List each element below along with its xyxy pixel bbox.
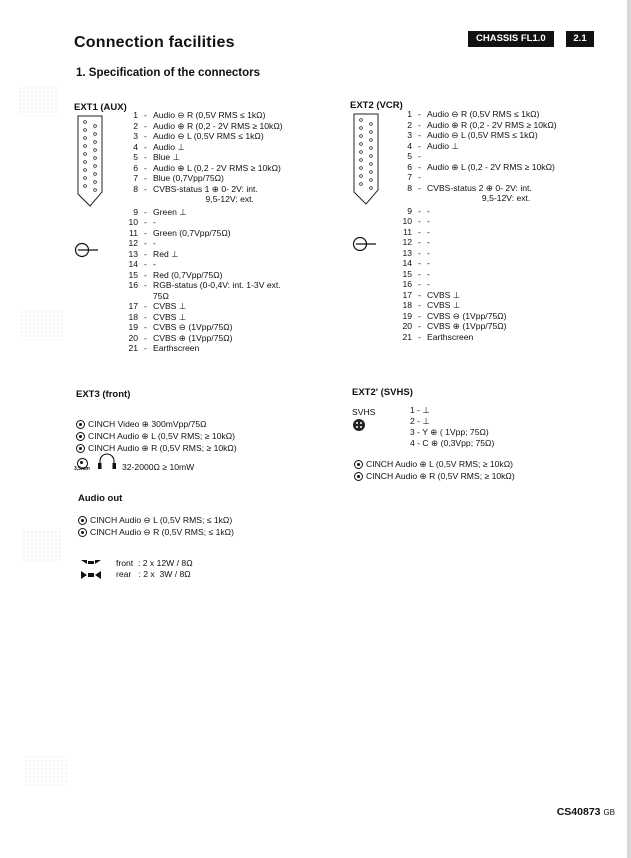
pin-separator: - bbox=[144, 311, 147, 322]
pin-separator: - bbox=[418, 216, 421, 226]
headphone-spec: 32-2000Ω ≥ 10mW bbox=[122, 462, 195, 472]
pin-description: CVBS ⊥ bbox=[153, 311, 187, 322]
pin-row bbox=[122, 142, 283, 153]
scan-noise bbox=[18, 86, 58, 116]
pin-description: - bbox=[427, 205, 430, 216]
pin-separator: - bbox=[418, 321, 421, 331]
pin-row bbox=[396, 332, 557, 343]
pin-description: CVBS ⊥ bbox=[427, 300, 461, 310]
pin-row bbox=[122, 333, 283, 344]
pin-separator: - bbox=[418, 300, 421, 310]
scart-input-symbol-icon bbox=[74, 242, 100, 258]
pin-number: 17 bbox=[402, 289, 412, 300]
pin-separator: - bbox=[418, 268, 421, 279]
pin-row bbox=[396, 130, 557, 141]
pin-description: Earthscreen bbox=[427, 331, 474, 342]
pin-row bbox=[396, 258, 557, 269]
pin-row bbox=[122, 270, 283, 281]
pin-row bbox=[122, 249, 283, 260]
pin-row bbox=[396, 183, 557, 204]
audio-out-lines bbox=[78, 514, 234, 538]
pin-description: Audio ⊕ R (0,2 - 2V RMS ≥ 10kΩ) bbox=[427, 119, 557, 130]
pin-row bbox=[122, 184, 283, 205]
pin-number: 20 bbox=[402, 321, 412, 331]
scart-connector-icon bbox=[76, 114, 104, 208]
pin-description: - bbox=[427, 268, 430, 279]
svhs-cinch-line: CINCH Audio ⊕ L (0,5V RMS; ≥ 10kΩ) bbox=[354, 458, 515, 470]
scan-noise bbox=[22, 530, 62, 562]
pin-description: CVBS ⊕ (1Vpp/75Ω) bbox=[153, 332, 233, 343]
headphone-size-label: 3,5mm bbox=[74, 466, 90, 472]
pin-number: 21 bbox=[402, 331, 412, 342]
pin-row bbox=[122, 343, 283, 354]
ext3-lines bbox=[76, 418, 237, 454]
pin-row bbox=[396, 151, 557, 162]
pin-description: Green (0,7Vpp/75Ω) bbox=[153, 227, 231, 238]
pin-separator: - bbox=[144, 110, 147, 120]
pin-row bbox=[396, 269, 557, 280]
pin-row bbox=[396, 237, 557, 248]
pin-number: 21 bbox=[128, 343, 138, 353]
pin-separator: - bbox=[144, 217, 147, 227]
svhs-cinch-lines bbox=[354, 458, 515, 482]
ext3-line: CINCH Video ⊕ 300mVpp/75Ω bbox=[76, 418, 237, 430]
pin-description: Audio ⊕ R (0,2 - 2V RMS ≥ 10kΩ) bbox=[153, 120, 283, 131]
document-code: CS40873 GB bbox=[556, 806, 615, 818]
svhs-cinch-line: CINCH Audio ⊕ R (0,5V RMS; ≥ 10kΩ) bbox=[354, 470, 515, 482]
scan-noise bbox=[24, 755, 68, 785]
pin-number: 8 bbox=[407, 182, 412, 193]
pin-number: 16 bbox=[402, 279, 412, 289]
pin-description: CVBS-status 2 ⊕ 0- 2V: int. 9,5-12V: ext. bbox=[427, 182, 532, 203]
chassis-label: CHASSIS FL1.0 bbox=[468, 31, 554, 47]
pin-row bbox=[396, 141, 557, 152]
pin-number: 7 bbox=[133, 173, 138, 183]
pin-number: 5 bbox=[133, 152, 138, 162]
svhs-pin: 1 - ⊥ bbox=[410, 405, 430, 415]
audio-out-line: CINCH Audio ⊖ L (0,5V RMS; ≤ 1kΩ) bbox=[78, 514, 234, 526]
ext2svhs-heading: EXT2' (SVHS) bbox=[352, 387, 413, 398]
pin-number: 9 bbox=[407, 205, 412, 216]
pin-row bbox=[122, 322, 283, 333]
pin-separator: - bbox=[144, 206, 147, 217]
pin-number: 14 bbox=[128, 259, 138, 269]
pin-row bbox=[396, 311, 557, 322]
cinch-socket-icon bbox=[76, 420, 85, 429]
pin-number: 1 bbox=[407, 109, 412, 119]
pin-number: 11 bbox=[129, 227, 138, 238]
pin-number: 17 bbox=[128, 301, 138, 311]
pin-number: 4 bbox=[407, 140, 412, 151]
pin-description: - bbox=[427, 258, 430, 268]
pin-row bbox=[122, 280, 283, 301]
svhs-pin: 4 - C ⊕ (0,3Vpp; 75Ω) bbox=[410, 438, 495, 448]
pin-number: 19 bbox=[128, 322, 138, 332]
pin-description: CVBS ⊥ bbox=[427, 289, 461, 300]
pin-row bbox=[122, 238, 283, 249]
pin-row bbox=[396, 290, 557, 301]
pin-description: CVBS ⊕ (1Vpp/75Ω) bbox=[427, 321, 507, 331]
pin-separator: - bbox=[418, 258, 421, 268]
pin-separator: - bbox=[144, 322, 147, 332]
pin-description: - bbox=[153, 259, 156, 269]
ext3-heading: EXT3 (front) bbox=[76, 389, 131, 400]
speaker-specs bbox=[116, 558, 193, 580]
pin-row bbox=[122, 131, 283, 142]
pin-description: - bbox=[153, 217, 156, 227]
pin-number: 8 bbox=[133, 183, 138, 194]
pin-separator: - bbox=[144, 280, 147, 290]
section-subtitle: 1. Specification of the connectors bbox=[76, 67, 261, 79]
pin-number: 13 bbox=[402, 247, 412, 258]
pin-separator: - bbox=[418, 109, 421, 119]
pin-number: 12 bbox=[402, 237, 412, 247]
ext2-heading: EXT2 (VCR) bbox=[350, 100, 403, 111]
pin-separator: - bbox=[418, 226, 421, 237]
pin-separator: - bbox=[418, 130, 421, 140]
ext3-line: CINCH Audio ⊕ L (0,5V RMS; ≥ 10kΩ) bbox=[76, 430, 237, 442]
pin-row bbox=[396, 279, 557, 290]
pin-separator: - bbox=[144, 332, 147, 343]
ext2-pin-list bbox=[396, 109, 557, 342]
pin-description: - bbox=[427, 247, 430, 258]
pin-row bbox=[396, 109, 557, 120]
pin-description: Audio ⊖ R (0,5V RMS ≤ 1kΩ) bbox=[427, 109, 540, 119]
pin-separator: - bbox=[418, 310, 421, 321]
svhs-pin-list bbox=[410, 405, 494, 449]
pin-row bbox=[396, 321, 557, 332]
pin-number: 10 bbox=[402, 216, 412, 226]
pin-separator: - bbox=[144, 227, 147, 238]
pin-description: Audio ⊕ L (0,2 - 2V RMS ≥ 10kΩ) bbox=[427, 161, 555, 172]
pin-row bbox=[122, 228, 283, 239]
pin-separator: - bbox=[144, 183, 147, 194]
pin-number: 13 bbox=[128, 248, 138, 259]
pin-description: Audio ⊕ L (0,2 - 2V RMS ≥ 10kΩ) bbox=[153, 162, 281, 173]
cinch-socket-icon bbox=[354, 460, 363, 469]
pin-separator: - bbox=[144, 120, 147, 131]
rear-speaker-spec: rear : 2 x 3W / 8Ω bbox=[116, 569, 191, 579]
pin-separator: - bbox=[418, 205, 421, 216]
pin-separator: - bbox=[418, 161, 421, 172]
pin-separator: - bbox=[144, 301, 147, 311]
pin-description: Audio ⊖ L (0,5V RMS ≤ 1kΩ) bbox=[427, 130, 538, 140]
pin-separator: - bbox=[144, 269, 147, 280]
svhs-connector-label: SVHS bbox=[352, 407, 376, 417]
pin-separator: - bbox=[418, 331, 421, 342]
cinch-socket-icon bbox=[78, 528, 87, 537]
pin-number: 2 bbox=[133, 120, 138, 131]
pin-number: 9 bbox=[133, 206, 138, 217]
pin-description: - bbox=[153, 238, 156, 248]
scart-connector-icon bbox=[352, 112, 380, 206]
pin-number: 10 bbox=[128, 217, 138, 227]
pin-row bbox=[396, 227, 557, 238]
pin-description: Blue ⊥ bbox=[153, 152, 181, 162]
pin-separator: - bbox=[418, 119, 421, 130]
pin-separator: - bbox=[144, 173, 147, 183]
pin-number: 7 bbox=[407, 172, 412, 182]
pin-separator: - bbox=[144, 131, 147, 141]
pin-separator: - bbox=[144, 248, 147, 259]
ext3-line: CINCH Audio ⊕ R (0,5V RMS; ≥ 10kΩ) bbox=[76, 442, 237, 454]
pin-number: 4 bbox=[133, 141, 138, 152]
pin-row bbox=[396, 162, 557, 173]
pin-separator: - bbox=[418, 279, 421, 289]
pin-row bbox=[396, 172, 557, 183]
pin-description: CVBS ⊖ (1Vpp/75Ω) bbox=[153, 322, 233, 332]
pin-description: Audio ⊖ L (0,5V RMS ≤ 1kΩ) bbox=[153, 131, 264, 141]
pin-row bbox=[122, 173, 283, 184]
front-speaker-spec: front : 2 x 12W / 8Ω bbox=[116, 558, 193, 568]
pin-row bbox=[396, 206, 557, 217]
pin-number: 14 bbox=[402, 258, 412, 268]
pin-number: 2 bbox=[407, 119, 412, 130]
cinch-socket-icon bbox=[76, 444, 85, 453]
pin-number: 20 bbox=[128, 332, 138, 343]
pin-row bbox=[396, 248, 557, 259]
pin-row bbox=[396, 120, 557, 131]
pin-number: 5 bbox=[407, 151, 412, 161]
audio-out-line: CINCH Audio ⊖ R (0,5V RMS; ≤ 1kΩ) bbox=[78, 526, 234, 538]
pin-number: 6 bbox=[407, 161, 412, 172]
pin-separator: - bbox=[418, 140, 421, 151]
pin-separator: - bbox=[144, 259, 147, 269]
pin-row bbox=[396, 300, 557, 311]
speaker-icon bbox=[78, 557, 104, 581]
pin-description: CVBS-status 1 ⊕ 0- 2V: int. 9,5-12V: ext. bbox=[153, 183, 258, 204]
audio-out-heading: Audio out bbox=[78, 493, 123, 504]
scan-edge bbox=[627, 0, 631, 858]
pin-row bbox=[122, 301, 283, 312]
pin-number: 3 bbox=[133, 131, 138, 141]
pin-description: Audio ⊖ R (0,5V RMS ≤ 1kΩ) bbox=[153, 110, 266, 120]
pin-row bbox=[122, 312, 283, 323]
pin-separator: - bbox=[144, 343, 147, 353]
pin-description: RGB-status (0-0,4V: int. 1-3V ext. 75Ω bbox=[153, 280, 281, 301]
pin-separator: - bbox=[144, 238, 147, 248]
pin-row bbox=[122, 163, 283, 174]
pin-description: Earthscreen bbox=[153, 343, 200, 353]
pin-separator: - bbox=[144, 141, 147, 152]
pin-description: - bbox=[427, 216, 430, 226]
pin-separator: - bbox=[418, 237, 421, 247]
cinch-socket-icon bbox=[76, 432, 85, 441]
pin-number: 6 bbox=[133, 162, 138, 173]
pin-description: CVBS ⊖ (1Vpp/75Ω) bbox=[427, 310, 507, 321]
pin-description: Blue (0,7Vpp/75Ω) bbox=[153, 173, 224, 183]
pin-number: 15 bbox=[128, 269, 138, 280]
pin-number: 18 bbox=[402, 300, 412, 310]
pin-separator: - bbox=[418, 247, 421, 258]
pin-number: 12 bbox=[128, 238, 138, 248]
pin-description: Green ⊥ bbox=[153, 206, 187, 217]
pin-number: 16 bbox=[128, 280, 138, 290]
pin-number: 1 bbox=[133, 110, 138, 120]
headphone-icon bbox=[96, 452, 118, 470]
pin-row bbox=[122, 217, 283, 228]
cinch-socket-icon bbox=[354, 472, 363, 481]
pin-description: - bbox=[427, 237, 430, 247]
svhs-pin: 3 - Y ⊕ ( 1Vpp; 75Ω) bbox=[410, 427, 489, 437]
pin-number: 11 bbox=[403, 226, 412, 237]
pin-separator: - bbox=[144, 152, 147, 162]
pin-row bbox=[396, 216, 557, 227]
pin-number: 19 bbox=[402, 310, 412, 321]
ext1-heading: EXT1 (AUX) bbox=[74, 102, 127, 113]
pin-number: 15 bbox=[402, 268, 412, 279]
pin-separator: - bbox=[418, 289, 421, 300]
pin-row bbox=[122, 121, 283, 132]
pin-description: Red ⊥ bbox=[153, 248, 179, 259]
pin-separator: - bbox=[418, 172, 421, 182]
pin-number: 3 bbox=[407, 130, 412, 140]
pin-row bbox=[122, 152, 283, 163]
pin-description: CVBS ⊥ bbox=[153, 301, 187, 311]
pin-number: 18 bbox=[128, 311, 138, 322]
pin-row bbox=[122, 259, 283, 270]
svhs-pin: 2 - ⊥ bbox=[410, 416, 430, 426]
ext1-pin-list bbox=[122, 110, 283, 354]
pin-description: Red (0,7Vpp/75Ω) bbox=[153, 269, 223, 280]
pin-row bbox=[122, 207, 283, 218]
scan-noise bbox=[20, 310, 64, 340]
svhs-socket-icon bbox=[352, 418, 366, 432]
pin-separator: - bbox=[418, 151, 421, 161]
cinch-socket-icon bbox=[78, 516, 87, 525]
pin-description: - bbox=[427, 226, 430, 237]
pin-separator: - bbox=[144, 162, 147, 173]
pin-row bbox=[122, 110, 283, 121]
pin-description: - bbox=[427, 279, 430, 289]
pin-separator: - bbox=[418, 182, 421, 193]
pin-description: Audio ⊥ bbox=[427, 140, 459, 151]
scart-input-symbol-icon bbox=[352, 236, 378, 252]
page-title: Connection facilities bbox=[74, 34, 235, 51]
pin-description: Audio ⊥ bbox=[153, 141, 185, 152]
section-number: 2.1 bbox=[566, 31, 594, 47]
